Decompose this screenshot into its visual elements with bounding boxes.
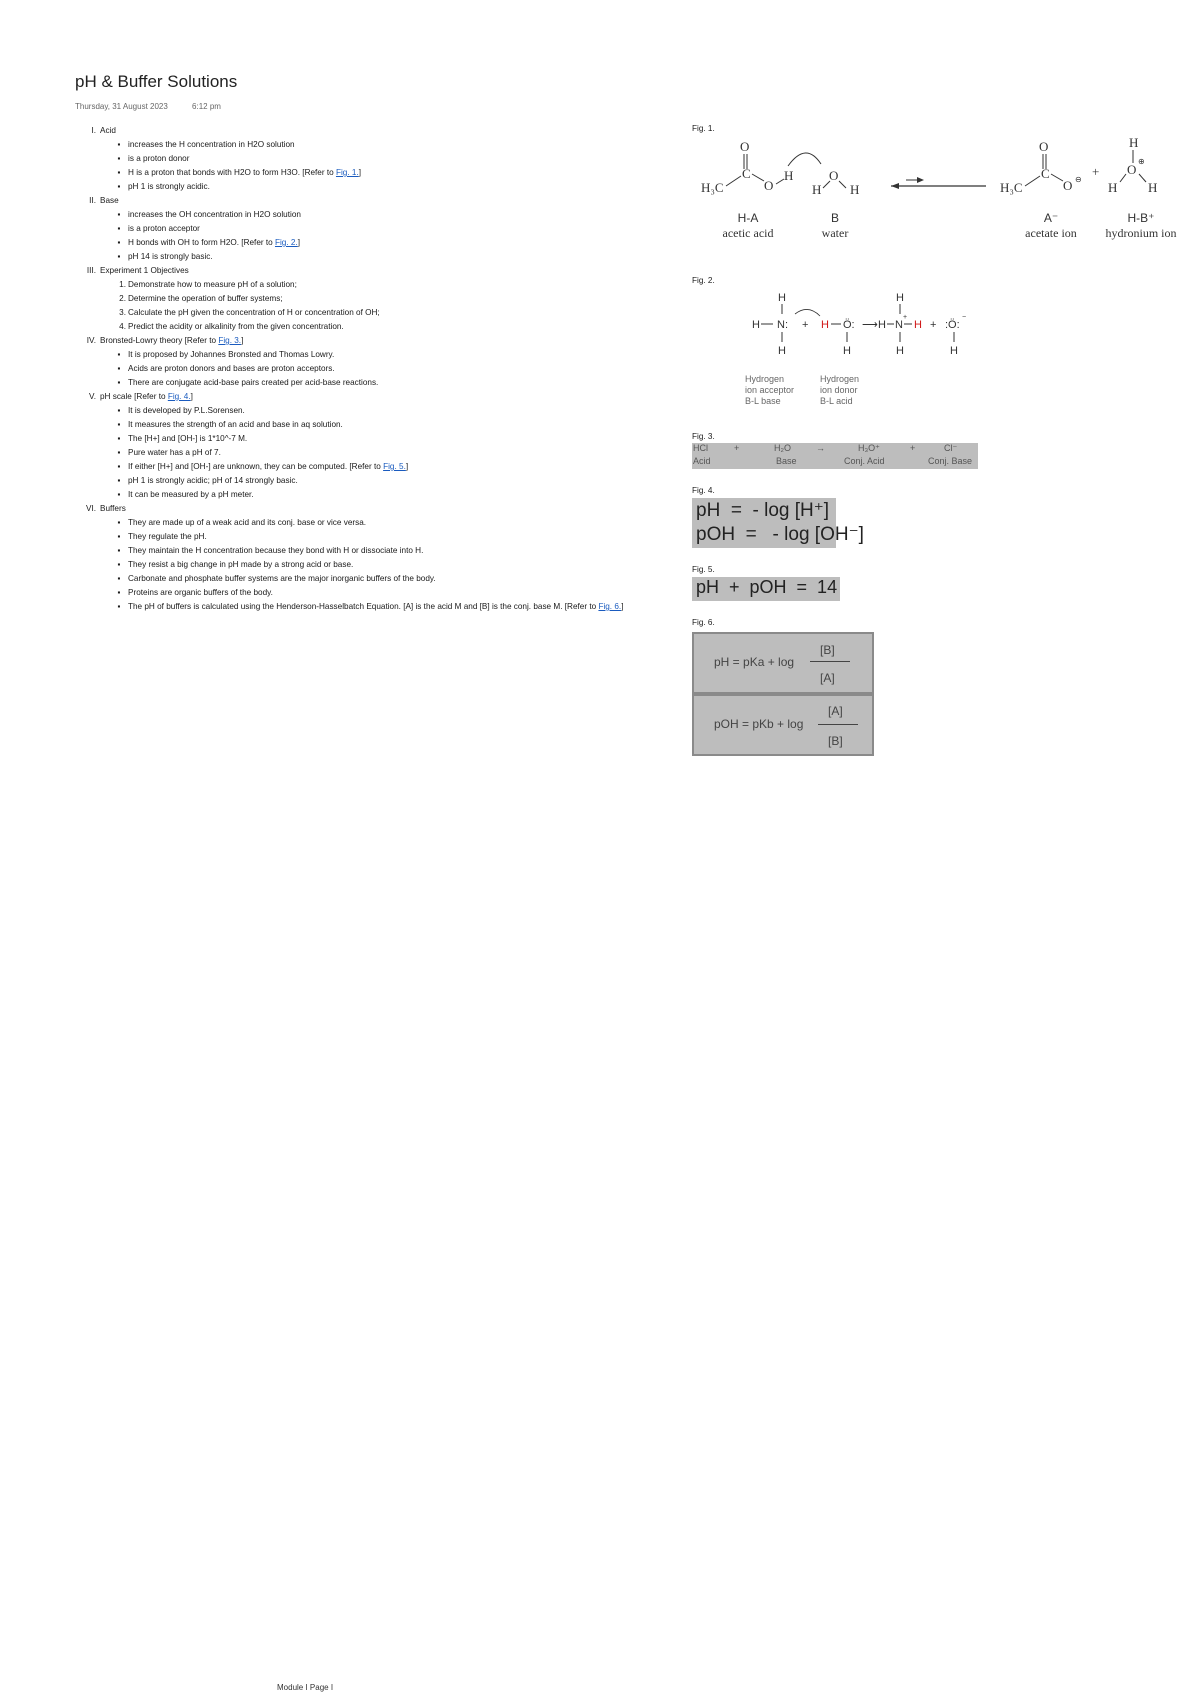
- svg-text:−: −: [962, 314, 967, 321]
- section-heading: [100, 334, 678, 348]
- svg-text:+: +: [802, 319, 809, 331]
- section-heading: [100, 264, 678, 278]
- item-text: It measures the strength of an acid and base in aq solution.: [128, 420, 343, 429]
- svg-text:H: H: [896, 292, 904, 304]
- bullet-icon: ▪: [117, 168, 121, 177]
- bullet-icon: ▪: [117, 140, 121, 149]
- fig3-conj-base: Conj. Base: [928, 456, 973, 466]
- item-number: 1.: [119, 280, 126, 289]
- item-text: Determine the operation of buffer systems;: [128, 294, 283, 303]
- fig5-ph-poh-sum: [692, 577, 840, 601]
- list-item: [100, 474, 678, 488]
- section-heading: [100, 390, 678, 404]
- bullet-icon: ▪: [117, 448, 121, 457]
- svg-text:H: H: [878, 319, 886, 331]
- fig6-eq2-num: [A]: [828, 704, 843, 718]
- fig3-plus-2: +: [910, 443, 916, 453]
- page-time: 6:12 pm: [192, 102, 221, 111]
- bullet-icon: ▪: [117, 490, 121, 499]
- item-text: Acids are proton donors and bases are proton acceptors.: [128, 364, 335, 373]
- svg-text:H₃C: H₃C: [701, 180, 724, 195]
- item-text: Predict the acidity or alkalinity from the given concentration.: [128, 322, 344, 331]
- fig1-hb-name: hydronium ion: [1105, 226, 1177, 240]
- item-text: They maintain the H concentration because they bond with H or dissociate into H.: [128, 546, 424, 555]
- bullet-icon: ▪: [117, 532, 121, 541]
- item-text: If either [H+] and [OH-] are unknown, they can be computed. [Refer to: [128, 462, 384, 471]
- svg-text:+: +: [930, 319, 937, 331]
- fig3-top-row: [692, 443, 978, 456]
- fig2-base-l3: B-L base: [745, 396, 781, 406]
- bullet-icon: ▪: [117, 420, 121, 429]
- fig6-henderson-hasselbalch: [692, 632, 874, 756]
- fig4-eq-poh: pOH = - log [OH⁻]: [696, 524, 864, 545]
- fig3-h2o: H₂O: [774, 443, 791, 453]
- bullet-icon: ▪: [117, 546, 121, 555]
- list-item: [100, 362, 678, 376]
- section-items: [100, 278, 678, 334]
- fig6-eq2-left: pOH = pKb + log: [714, 717, 804, 731]
- bullet-icon: ▪: [117, 406, 121, 415]
- svg-text:H₃C: H₃C: [1000, 180, 1023, 195]
- fig6-poh-box: [694, 696, 872, 754]
- list-item: [100, 292, 678, 306]
- svg-text:H: H: [914, 319, 922, 331]
- bullet-icon: ▪: [117, 224, 121, 233]
- outline-section: [78, 502, 678, 614]
- list-item: [100, 306, 678, 320]
- bullet-icon: ▪: [117, 182, 121, 191]
- section-number: III.: [86, 266, 96, 275]
- bullet-icon: ▪: [117, 252, 121, 261]
- list-item: [100, 586, 678, 600]
- fig3-hcl: HCl: [693, 443, 708, 453]
- section-items: [100, 208, 678, 264]
- svg-text:H: H: [1129, 136, 1139, 150]
- item-text: Proteins are organic buffers of the body.: [128, 588, 273, 597]
- bullet-icon: ▪: [117, 378, 121, 387]
- item-text: It can be measured by a pH meter.: [128, 490, 254, 499]
- svg-text:O: O: [764, 178, 774, 193]
- section-heading-text: Bronsted-Lowry theory [Refer to: [100, 336, 219, 345]
- svg-text:O: O: [829, 168, 839, 183]
- bullet-icon: ▪: [117, 350, 121, 359]
- item-text: pH 1 is strongly acidic.: [128, 182, 210, 191]
- item-text: Pure water has a pH of 7.: [128, 448, 221, 457]
- section-number: II.: [89, 196, 96, 205]
- fig1-ha: H-A: [737, 211, 759, 225]
- link-tail: ]: [297, 238, 301, 247]
- svg-text:O: O: [1063, 178, 1073, 193]
- section-heading-text: Buffers: [100, 504, 126, 513]
- section-heading-text: pH scale [Refer to: [100, 392, 168, 401]
- section-heading-text: Experiment 1 Objectives: [100, 266, 189, 275]
- item-text: They are made up of a weak acid and its conj. base or vice versa.: [128, 518, 367, 527]
- link-tail: ]: [358, 168, 362, 177]
- svg-text:H: H: [850, 182, 860, 197]
- fig1-b: B: [830, 211, 840, 225]
- outline-section: [78, 194, 678, 264]
- fig3-cl: Cl⁻: [944, 443, 958, 453]
- list-item: [100, 572, 678, 586]
- section-number: VI.: [85, 504, 96, 513]
- svg-text:⊕: ⊕: [1138, 157, 1145, 166]
- fig1-hb: H-B⁺: [1127, 211, 1155, 225]
- list-item: [100, 446, 678, 460]
- list-item: [100, 152, 678, 166]
- outline-section: [78, 334, 678, 390]
- section-number: IV.: [86, 336, 96, 345]
- list-item: [100, 376, 678, 390]
- fig-link[interactable]: Fig. 5.: [383, 462, 406, 471]
- item-text: increases the H concentration in H2O solution: [128, 140, 295, 149]
- bullet-icon: ▪: [117, 154, 121, 163]
- svg-text:H: H: [784, 168, 794, 183]
- section-heading: [100, 124, 678, 138]
- svg-text:O: O: [740, 139, 750, 154]
- fig3-acid: Acid: [693, 456, 711, 466]
- list-item: [100, 530, 678, 544]
- section-items: [100, 348, 678, 390]
- page-title: pH & Buffer Solutions: [75, 72, 238, 91]
- svg-text:N: N: [895, 319, 903, 331]
- section-heading-text: Base: [100, 196, 119, 205]
- list-item: [100, 348, 678, 362]
- item-text: pH 14 is strongly basic.: [128, 252, 213, 261]
- list-item: [100, 516, 678, 530]
- fig1-acetic-acid-reaction: [696, 136, 1196, 246]
- fig6-eq1-num: [B]: [820, 643, 835, 657]
- svg-text:H: H: [843, 345, 851, 357]
- fig3-base: Base: [776, 456, 797, 466]
- fig6-eq1-left: pH = pKa + log: [714, 655, 795, 669]
- fig6-eq1-den: [A]: [820, 671, 835, 685]
- fig5-label: Fig. 5.: [692, 565, 715, 574]
- link-tail: ]: [621, 602, 624, 611]
- item-text: They regulate the pH.: [128, 532, 207, 541]
- bullet-icon: ▪: [117, 434, 121, 443]
- item-text: The [H+] and [OH-] is 1*10^-7 M.: [128, 434, 248, 443]
- svg-text:H: H: [1108, 180, 1118, 195]
- item-number: 3.: [119, 308, 126, 317]
- fig4-ph-equations: [692, 498, 864, 548]
- list-item: [100, 600, 678, 614]
- fig2-acid-l2: ion donor: [820, 385, 858, 395]
- fig-link[interactable]: Fig. 4.: [167, 392, 191, 401]
- item-text: They resist a big change in pH made by a strong acid or base.: [128, 560, 354, 569]
- fig-link[interactable]: Fig. 3.: [218, 336, 242, 345]
- section-items: [100, 516, 678, 614]
- list-item: [100, 460, 678, 474]
- outline-section: [78, 264, 678, 334]
- fig4-eq-ph: pH = - log [H⁺]: [696, 500, 830, 521]
- svg-text:H: H: [812, 182, 822, 197]
- item-text: It is proposed by Johannes Bronsted and Thomas Lowry.: [128, 350, 335, 359]
- link-tail: ]: [405, 462, 409, 471]
- fig1-label: Fig. 1.: [692, 124, 715, 133]
- section-heading-text: Acid: [100, 126, 116, 135]
- fig1-a-name: acetate ion: [1025, 226, 1077, 240]
- bullet-icon: ▪: [117, 476, 121, 485]
- svg-text:+: +: [1092, 164, 1100, 179]
- bullet-icon: ▪: [117, 518, 121, 527]
- svg-text:⟶: ⟶: [862, 319, 878, 331]
- item-text: The pH of buffers is calculated using the Henderson-Hasselbatch Equation. [A] is the acid M and [B] is the conj. base M. [Refer to: [128, 602, 599, 611]
- list-item: [100, 236, 678, 250]
- outline-section: [78, 390, 678, 502]
- svg-text:H: H: [778, 292, 786, 304]
- list-item: [100, 404, 678, 418]
- fig-link[interactable]: Fig. 1.: [335, 168, 359, 177]
- item-text: is a proton donor: [128, 154, 190, 163]
- svg-text:H: H: [778, 345, 786, 357]
- fig2-acid-l3: B-L acid: [820, 396, 853, 406]
- fig1-a: A⁻: [1043, 211, 1059, 225]
- svg-text:C: C: [1041, 166, 1050, 181]
- section-heading: [100, 194, 678, 208]
- fig6-ph-box: [694, 634, 872, 692]
- section-number: I.: [91, 126, 96, 135]
- list-item: [100, 166, 678, 180]
- fig3-bottom-row: [692, 456, 978, 469]
- page-date: Thursday, 31 August 2023: [75, 102, 168, 111]
- item-number: 4.: [119, 322, 126, 331]
- fig6-eq2-den: [B]: [828, 734, 843, 748]
- list-item: [100, 432, 678, 446]
- svg-text:H: H: [950, 345, 958, 357]
- item-text: is a proton acceptor: [128, 224, 200, 233]
- section-heading: [100, 502, 678, 516]
- svg-text:C: C: [742, 166, 751, 181]
- notes-outline: [78, 124, 678, 614]
- fig3-h3o: H₃O⁺: [858, 443, 880, 453]
- item-text: H bonds with OH to form H2O. [Refer to: [128, 238, 275, 247]
- svg-text:⊖: ⊖: [1075, 175, 1082, 184]
- list-item: [100, 320, 678, 334]
- fig4-label: Fig. 4.: [692, 486, 715, 495]
- fig-link[interactable]: Fig. 2.: [274, 238, 298, 247]
- fig-link[interactable]: Fig. 6.: [598, 602, 622, 611]
- section-items: [100, 404, 678, 502]
- svg-text:+: +: [903, 314, 908, 321]
- fig6-eq1-bar: [810, 661, 850, 662]
- fig2-label: Fig. 2.: [692, 276, 715, 285]
- svg-text:O: O: [1127, 162, 1137, 177]
- list-item: [100, 208, 678, 222]
- fig3-bronsted-table: [692, 443, 978, 469]
- bullet-icon: ▪: [117, 210, 121, 219]
- svg-text:H: H: [752, 319, 760, 331]
- item-text: There are conjugate acid-base pairs created per acid-base reactions.: [128, 378, 379, 387]
- bullet-icon: ▪: [117, 364, 121, 373]
- fig2-ammonia-water-reaction: [740, 286, 1020, 416]
- svg-text:Ö:: Ö:: [843, 319, 855, 331]
- bullet-icon: ▪: [117, 462, 121, 471]
- svg-text:O: O: [1039, 139, 1049, 154]
- list-item: [100, 278, 678, 292]
- fig1-b-name: water: [821, 226, 849, 240]
- link-tail: ]: [190, 392, 193, 401]
- outline-section: [78, 124, 678, 194]
- link-tail: ]: [241, 336, 244, 345]
- fig2-base-l1: Hydrogen: [745, 374, 785, 384]
- list-item: [100, 558, 678, 572]
- section-number: V.: [89, 392, 96, 401]
- list-item: [100, 138, 678, 152]
- fig6-eq2-bar: [818, 724, 858, 725]
- bullet-icon: ▪: [117, 574, 121, 583]
- fig2-acid-l1: Hydrogen: [820, 374, 860, 384]
- list-item: [100, 180, 678, 194]
- fig1-ha-name: acetic acid: [722, 226, 774, 240]
- item-text: increases the OH concentration in H2O solution: [128, 210, 301, 219]
- item-text: It is developed by P.L.Sorensen.: [128, 406, 245, 415]
- list-item: [100, 250, 678, 264]
- svg-text::Ö:: :Ö:: [945, 319, 960, 331]
- fig6-label: Fig. 6.: [692, 618, 715, 627]
- fig3-label: Fig. 3.: [692, 432, 715, 441]
- fig5-eq: pH + pOH = 14: [696, 577, 838, 597]
- bullet-icon: ▪: [117, 588, 121, 597]
- item-text: Demonstrate how to measure pH of a solution;: [128, 280, 297, 289]
- page-meta: [75, 102, 243, 111]
- fig3-conj-acid: Conj. Acid: [844, 456, 885, 466]
- list-item: [100, 222, 678, 236]
- page-footer: Module I Page I: [277, 1683, 334, 1692]
- fig3-arrow: →: [816, 443, 825, 453]
- svg-text:H: H: [896, 345, 904, 357]
- fig3-plus-1: +: [734, 443, 740, 453]
- svg-text:H: H: [821, 319, 829, 331]
- bullet-icon: ▪: [117, 602, 121, 611]
- item-text: Carbonate and phosphate buffer systems are the major inorganic buffers of the body.: [128, 574, 436, 583]
- fig2-base-l2: ion acceptor: [745, 385, 795, 395]
- bullet-icon: ▪: [117, 560, 121, 569]
- bullet-icon: ▪: [117, 238, 121, 247]
- item-text: H is a proton that bonds with H2O to form H3O. [Refer to: [128, 168, 336, 177]
- list-item: [100, 544, 678, 558]
- item-text: Calculate the pH given the concentration of H or concentration of OH;: [128, 308, 380, 317]
- section-items: [100, 138, 678, 194]
- item-number: 2.: [119, 294, 126, 303]
- svg-text:H: H: [1148, 180, 1158, 195]
- svg-text:N:: N:: [777, 319, 788, 331]
- list-item: [100, 488, 678, 502]
- list-item: [100, 418, 678, 432]
- item-text: pH 1 is strongly acidic; pH of 14 strongly basic.: [128, 476, 298, 485]
